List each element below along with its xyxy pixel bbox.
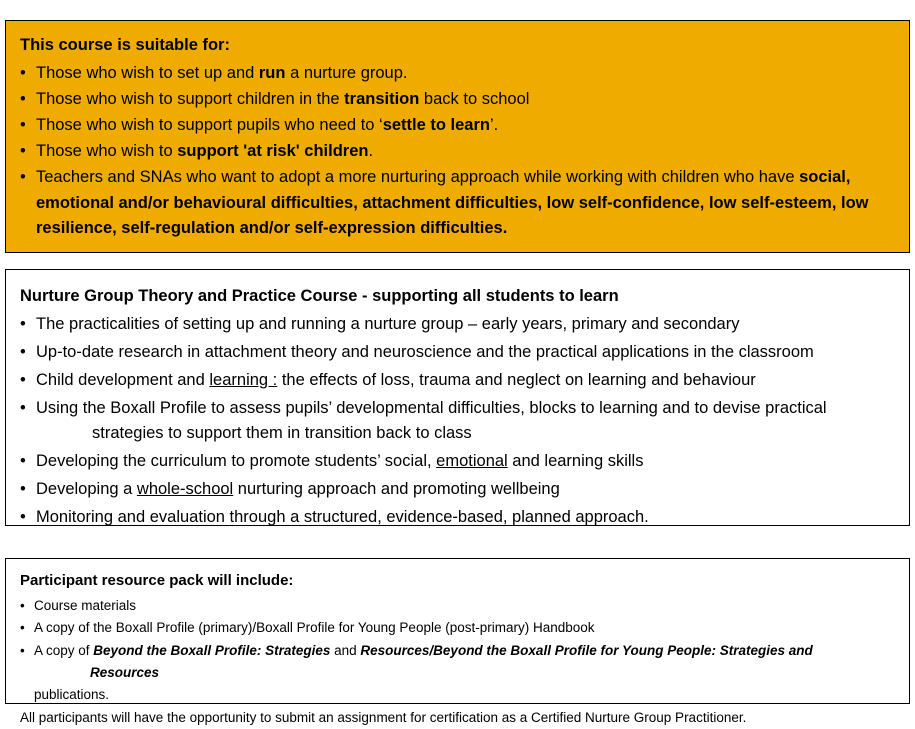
- list-item: [18, 368, 897, 394]
- title-text-continued: Resources: [90, 665, 160, 681]
- text-run: Up-to-date research in attachment theory and neuroscience and the practical applications in the classroom: [36, 343, 814, 362]
- list-item: [18, 505, 897, 531]
- certification-footnote: All participants will have the opportunity to submit an assignment for certification as a Certified Nurture Group Practitioner.: [20, 709, 747, 725]
- emphasis-text: support 'at risk' children: [177, 142, 369, 161]
- text-run: the effects of loss, trauma and neglect on learning and behaviour: [277, 370, 756, 389]
- text-run: back to school: [419, 90, 530, 109]
- list-item: [18, 61, 897, 86]
- title-text: Resources/Beyond the Boxall Profile for Young People: Strategies and: [360, 643, 813, 659]
- underlined-text: emotional: [436, 452, 508, 471]
- suitability-heading: This course is suitable for:: [20, 36, 230, 54]
- emphasis-text: settle to learn: [382, 116, 490, 135]
- resource-pack-heading: Participant resource pack will include:: [20, 572, 294, 589]
- text-run: Those who wish to support pupils who need to ‘: [36, 116, 383, 135]
- text-run: Those who wish to set up and: [36, 64, 259, 83]
- list-item: [18, 87, 897, 112]
- list-item: [18, 595, 897, 617]
- text-run: A copy of the Boxall Profile (primary)/Boxall Profile for Young People (post-primary) Handbook: [34, 620, 595, 636]
- text-run: Those who wish to support children in the: [36, 90, 345, 109]
- list-item: [18, 113, 897, 138]
- list-item: [18, 396, 897, 447]
- text-run: .: [368, 142, 374, 161]
- course-content-panel: [5, 269, 910, 526]
- resource-pack-panel: [5, 558, 910, 725]
- emphasis-text: social, emotional and/or behavioural difficulties, attachment difficulties, low self-confidence, low self-esteem, low resilience, self-regulation and/or self-expression difficulties.: [36, 168, 869, 237]
- course-content-list: [18, 312, 897, 530]
- text-run: a nurture group.: [285, 64, 408, 83]
- suitability-panel: [5, 20, 910, 253]
- text-run: Using the Boxall Profile to assess pupils’ developmental difficulties, blocks to learning and to devise practical: [36, 398, 827, 417]
- text-run: ’.: [490, 116, 499, 135]
- text-run: and learning skills: [507, 452, 644, 471]
- list-item: [18, 139, 897, 164]
- text-run: Developing the curriculum to promote students’ social,: [36, 452, 437, 471]
- resource-pack-list: [18, 595, 897, 706]
- emphasis-text: transition: [344, 90, 420, 109]
- underlined-text: learning :: [209, 370, 278, 389]
- text-run: Developing a: [36, 479, 137, 498]
- list-item: [18, 477, 897, 503]
- text-run: The practicalities of setting up and running a nurture group – early years, primary and secondary: [36, 315, 740, 334]
- list-item: [18, 312, 897, 338]
- list-item: [18, 640, 897, 706]
- text-run: Teachers and SNAs who want to adopt a more nurturing approach while working with children who have: [36, 168, 800, 187]
- text-run: Those who wish to: [36, 142, 178, 161]
- text-run: A copy of: [34, 643, 94, 659]
- text-run: Child development and: [36, 370, 210, 389]
- text-run: nurturing approach and promoting wellbeing: [233, 479, 560, 498]
- course-content-heading: Nurture Group Theory and Practice Course - supporting all students to learn: [20, 287, 619, 305]
- list-item: [18, 449, 897, 475]
- emphasis-text: run: [258, 64, 286, 83]
- text-run: Course materials: [34, 597, 137, 613]
- underlined-text: whole-school: [136, 479, 234, 498]
- continuation-text: strategies to support them in transition back to class: [92, 424, 472, 443]
- text-run: Monitoring and evaluation through a structured, evidence-based, planned approach.: [36, 507, 649, 526]
- suitability-list: [18, 61, 897, 241]
- list-item: [18, 165, 897, 240]
- text-run: and: [330, 643, 361, 659]
- title-text: Beyond the Boxall Profile: Strategies: [93, 643, 331, 659]
- list-item: [18, 340, 897, 366]
- list-item: [18, 617, 897, 639]
- text-run: publications.: [34, 686, 110, 702]
